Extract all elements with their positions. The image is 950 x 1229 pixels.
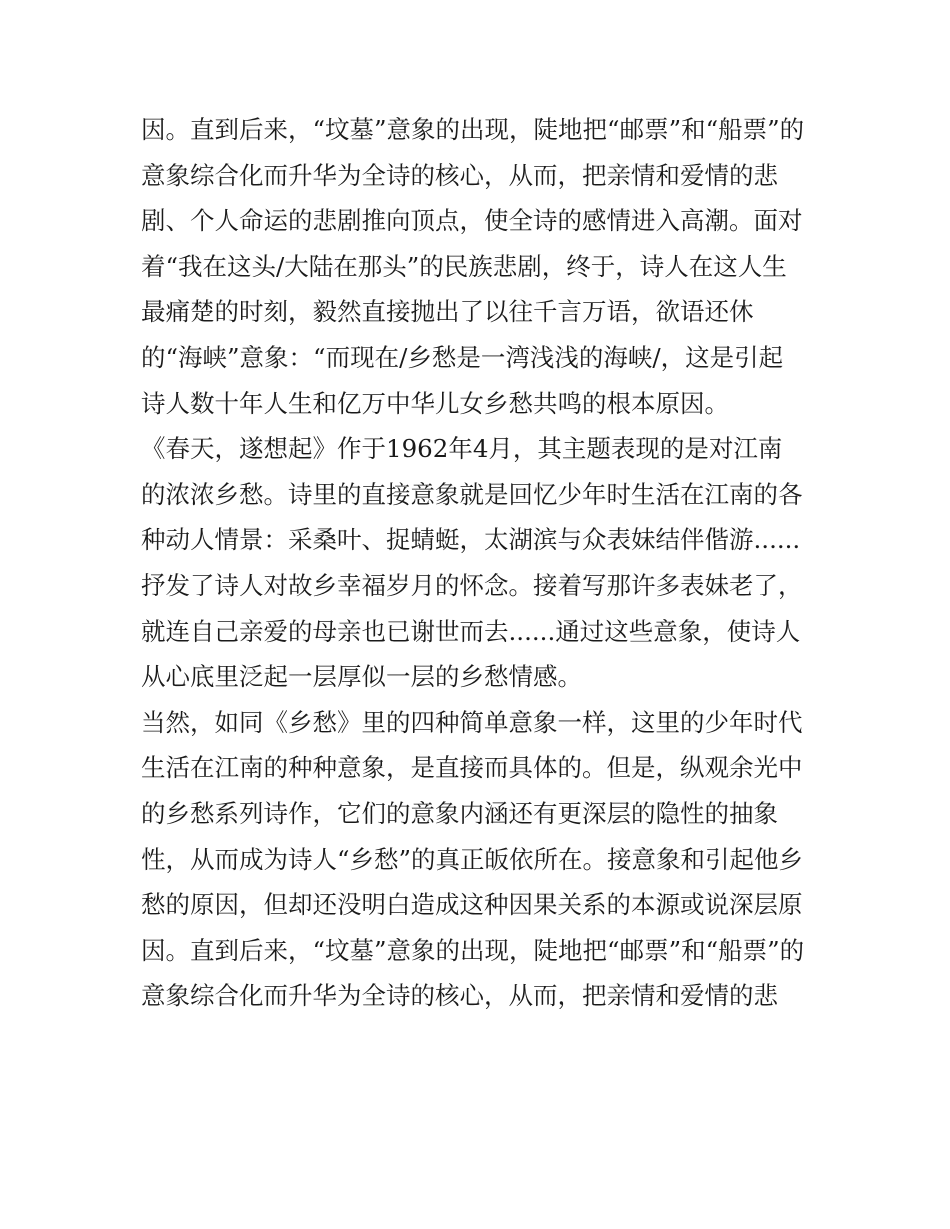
body-text bbox=[141, 107, 821, 1019]
text-line: 最痛楚的时刻，毅然直接抛出了以往千言万语，欲语还休 bbox=[141, 297, 754, 327]
text-line: 因。直到后来，“坟墓”意象的出现，陡地把“邮票”和“船票”的 bbox=[141, 115, 805, 144]
text-line: 的浓浓乡愁。诗里的直接意象就是回忆少年时生活在江南的各 bbox=[141, 479, 803, 509]
text-line: 意象综合化而升华为全诗的核心，从而，把亲情和爱情的悲 bbox=[141, 160, 778, 190]
text-line: 的“海峡”意象：“而现在/乡愁是一湾浅浅的海峡/，这是引起 bbox=[141, 342, 784, 372]
text-line: 的乡愁系列诗作，它们的意象内涵还有更深层的隐性的抽象 bbox=[141, 798, 778, 828]
text-line: 《春天，遂想起》作于1962年4月，其主题表现的是对江南 bbox=[141, 434, 783, 464]
text-line: 性，从而成为诗人“乡愁”的真正皈依所在。接意象和引起他乡 bbox=[141, 844, 804, 874]
text-line: 生活在江南的种种意象，是直接而具体的。但是，纵观余光中 bbox=[141, 753, 803, 783]
text-line: 诗人数十年人生和亿万中华儿女乡愁共鸣的根本原因。 bbox=[141, 388, 729, 418]
text-line: 抒发了诗人对故乡幸福岁月的怀念。接着写那许多表妹老了， bbox=[141, 570, 803, 600]
text-line: 剧、个人命运的悲剧推向顶点，使全诗的感情进入高潮。面对 bbox=[141, 206, 803, 236]
text-line: 从心底里泛起一层厚似一层的乡愁情感。 bbox=[141, 662, 582, 692]
text-line: 意象综合化而升华为全诗的核心，从而，把亲情和爱情的悲 bbox=[141, 981, 778, 1011]
text-line: 因。直到后来，“坟墓”意象的出现，陡地把“邮票”和“船票”的 bbox=[141, 935, 805, 965]
text-line: 就连自己亲爱的母亲也已谢世而去......通过这些意象，使诗人 bbox=[141, 616, 801, 646]
text-line: 种动人情景：采桑叶、捉蜻蜓，太湖滨与众表妹结伴偕游...... bbox=[141, 525, 801, 555]
text-line: 愁的原因，但却还没明白造成这种因果关系的本源或说深层原 bbox=[141, 890, 803, 920]
text-line: 当然，如同《乡愁》里的四种简单意象一样，这里的少年时代 bbox=[141, 707, 803, 737]
text-line: 着“我在这头/大陆在那头”的民族悲剧，终于，诗人在这人生 bbox=[141, 251, 787, 281]
